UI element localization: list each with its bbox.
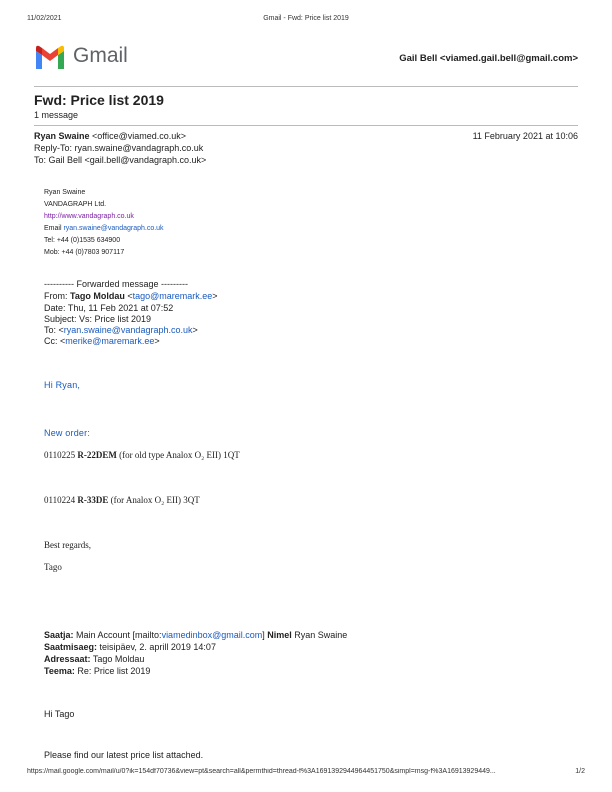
quoted-saatmisaeg <box>44 642 216 652</box>
fwd-to-label: To: < <box>44 325 64 335</box>
order-code: 0110225 <box>44 450 78 460</box>
quoted-saatja <box>44 630 347 640</box>
sig-website-link[interactable]: http://www.vandagraph.co.uk <box>44 213 134 220</box>
teema-label: Teema: <box>44 666 75 676</box>
saatja-close: ] <box>262 630 268 640</box>
sig-email-label: Email <box>44 225 64 232</box>
order-desc: (for Analox O₂ EII) 3QT <box>108 495 200 505</box>
new-order-label: New order: <box>44 428 91 438</box>
saatja-label: Saatja: <box>44 630 74 640</box>
order-part: R-22DEM <box>77 450 117 460</box>
message-to: To: Gail Bell <gail.bell@vandagraph.co.uk> <box>34 155 207 165</box>
sig-name: Ryan Swaine <box>44 189 86 196</box>
sig-email-link[interactable]: ryan.swaine@vandagraph.co.uk <box>63 225 164 232</box>
print-title: Gmail - Fwd: Price list 2019 <box>263 15 349 22</box>
teema-value: Re: Price list 2019 <box>74 666 151 676</box>
fwd-cc-email-link[interactable]: merike@maremark.ee <box>65 336 155 346</box>
reply-to: Reply-To: ryan.swaine@vandagraph.co.uk <box>34 143 204 153</box>
fwd-cc: Cc: <merike@maremark.ee> <box>44 336 160 346</box>
adressaat-value: Tago Moldau <box>90 654 145 664</box>
page-number: 1/2 <box>575 768 585 775</box>
fwd-to-email-link[interactable]: ryan.swaine@vandagraph.co.uk <box>63 325 193 335</box>
signoff-name: Tago <box>44 562 62 572</box>
forward-banner: ---------- Forwarded message --------- <box>44 279 188 289</box>
sig-company: VANDAGRAPH Ltd. <box>44 201 107 208</box>
quoted-body: Please find our latest price list attached. <box>44 750 204 760</box>
sender-name: Ryan Swaine <box>34 131 90 141</box>
sig-tel: Tel: +44 (0)1535 634900 <box>44 237 121 244</box>
fwd-from-email-link[interactable]: tago@maremark.ee <box>132 291 213 301</box>
thread-subject: Fwd: Price list 2019 <box>34 92 164 108</box>
message-count: 1 message <box>34 110 79 120</box>
saatja-value: Main Account [mailto: <box>73 630 162 640</box>
order-line <box>44 495 200 505</box>
regards: Best regards, <box>44 540 91 550</box>
fwd-from-name: Tago Moldau <box>70 291 125 301</box>
saatja-email-link[interactable]: viamedinbox@gmail.com <box>161 630 263 640</box>
nimel-label: Nimel <box>267 630 292 640</box>
order-code: 0110224 <box>44 495 78 505</box>
divider <box>34 125 578 126</box>
fwd-date: Date: Thu, 11 Feb 2021 at 07:52 <box>44 303 174 313</box>
print-date: 11/02/2021 <box>27 15 62 22</box>
sig-email <box>44 225 164 232</box>
sender-email: <office@viamed.co.uk> <box>89 131 187 141</box>
adressaat-label: Adressaat: <box>44 654 91 664</box>
fwd-subject: Subject: Vs: Price list 2019 <box>44 314 152 324</box>
fwd-from: From: Tago Moldau <tago@maremark.ee> <box>44 291 218 301</box>
nimel-value: Ryan Swaine <box>291 630 348 640</box>
divider <box>34 86 578 87</box>
saatmisaeg-label: Saatmisaeg: <box>44 642 98 652</box>
account-label: Gail Bell <viamed.gail.bell@gmail.com> <box>399 53 578 64</box>
sig-mob: Mob: +44 (0)7803 907117 <box>44 249 125 256</box>
order-part: R-33DE <box>77 495 109 505</box>
saatmisaeg-value: teisipäev, 2. aprill 2019 14:07 <box>97 642 216 652</box>
greeting: Hi Ryan, <box>44 380 81 390</box>
fwd-from-label: From: <box>44 291 70 301</box>
quoted-greeting: Hi Tago <box>44 709 75 719</box>
order-desc: (for old type Analox O₂ EII) 1QT <box>116 450 240 460</box>
quoted-teema <box>44 666 150 676</box>
quoted-adressaat <box>44 654 144 664</box>
fwd-cc-label: Cc: < <box>44 336 66 346</box>
fwd-to: To: <ryan.swaine@vandagraph.co.uk> <box>44 325 198 335</box>
gmail-logo-icon <box>34 45 66 69</box>
brand-name: Gmail <box>73 44 128 67</box>
order-line <box>44 450 240 460</box>
message-date: 11 February 2021 at 10:06 <box>472 131 578 141</box>
message-from <box>34 131 186 141</box>
print-url: https://mail.google.com/mail/u/0?ik=154df70736&view=pt&search=all&permthid=thread-f%3A1691392944964451750&simpl=msg-f%3A16913929449... <box>27 768 496 775</box>
